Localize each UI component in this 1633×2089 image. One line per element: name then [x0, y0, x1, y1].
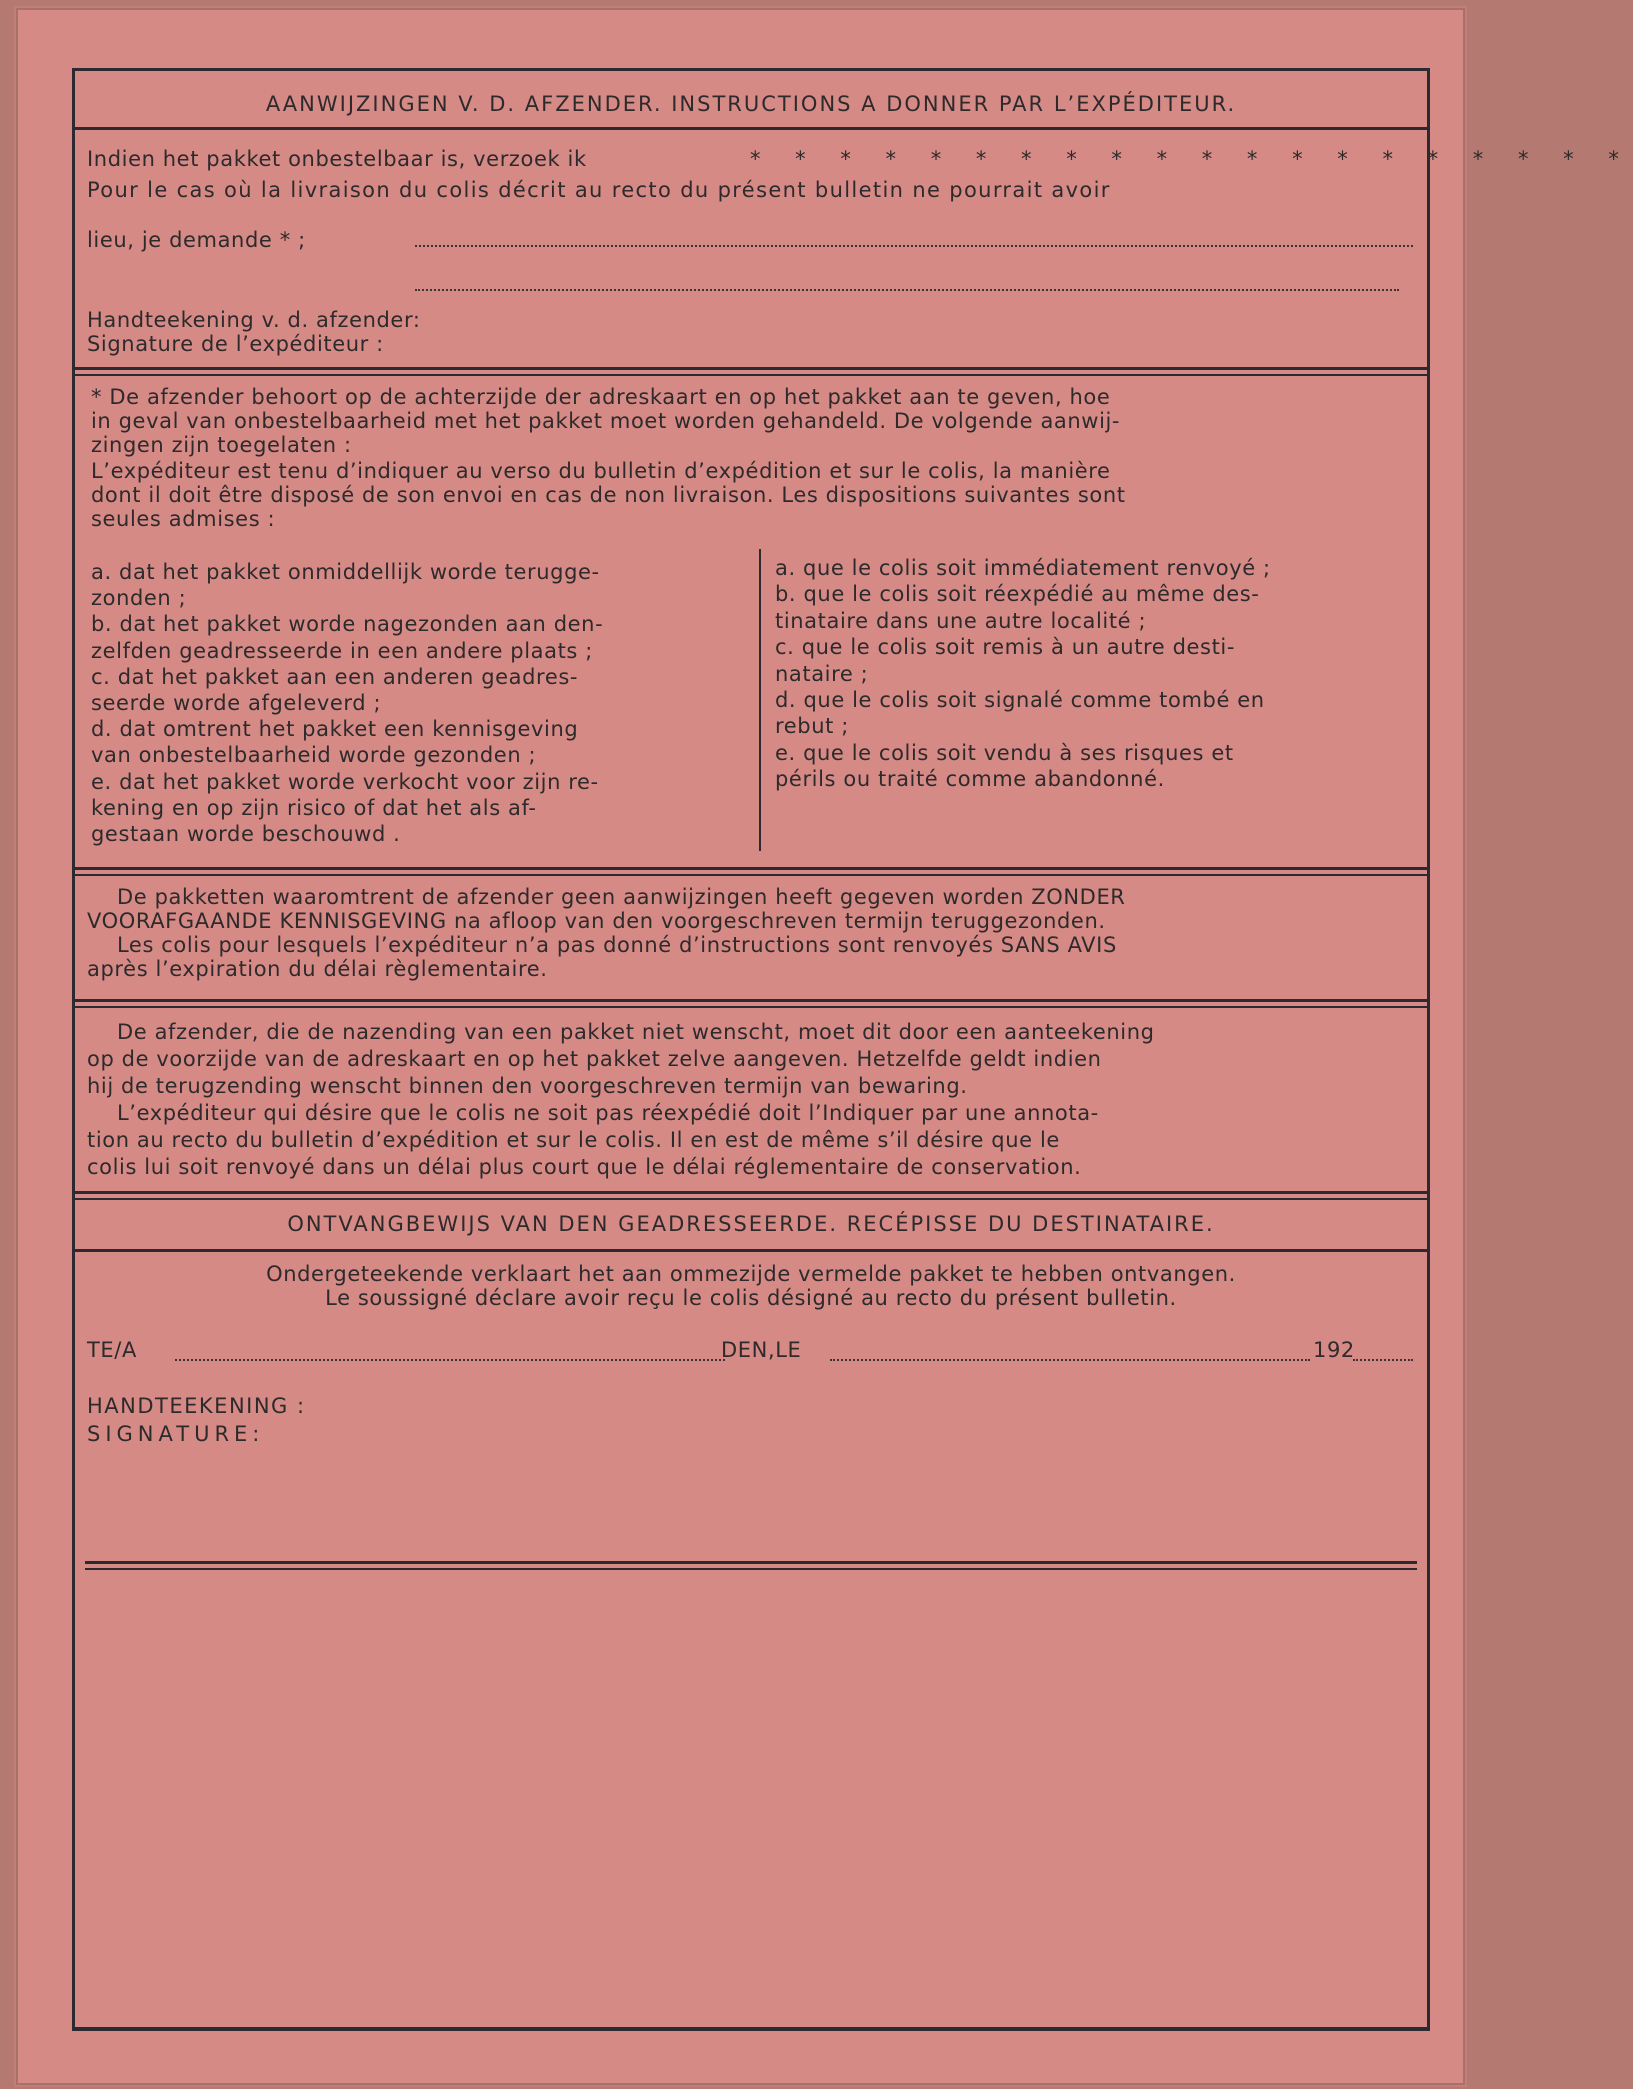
- request-stars: * * * * * * * * * * * * * * * * * * * *: [750, 147, 1633, 171]
- request-line-fr: Pour le cas où la livraison du colis décrit au recto du présent bulletin ne pourrait avoir: [87, 178, 1111, 202]
- year-label: 192: [1313, 1338, 1355, 1362]
- note-fr: L’expéditeur est tenu d’indiquer au verso du bulletin d’expédition et sur le colis, la manière dont il doit être disposé de son envoi en cas de non livraison. Les dispositions suivantes sont seules admises :: [91, 459, 1126, 531]
- recipient-signature-nl: HANDTEEKENING :: [87, 1394, 306, 1418]
- options-nl: a. dat het pakket onmiddellijk worde terugge- zonden ; b. dat het pakket worde nagezonden aan den- zelfden geadresseerde in een andere plaats ; c. dat het pakket aan een anderen geadres- seerde worde afgeleverd ; d. dat omtrent het pakket een kennisgeving van onbestelbaarheid worde gezonden ; e. dat het pakket worde verkocht voor zijn re- kening en op zijn risico of dat het als af- gestaan worde beschouwd .: [91, 560, 604, 847]
- column-divider: [759, 549, 761, 851]
- divider: [85, 1561, 1417, 1564]
- date-field: [830, 1359, 1310, 1361]
- note-nl: * De afzender behoort op de achterzijde der adreskaart en op het pakket aan te geven, hoe in geval van onbestelbaarheid met het pakket moet worden gehandeld. De volgende aanwij- zingen zijn toegelaten :: [91, 385, 1121, 457]
- divider: [75, 127, 1427, 130]
- divider: [75, 1249, 1427, 1252]
- no-instructions-note: De pakketten waaromtrent de afzender geen aanwijzingen heeft gegeven worden ZONDER VOORAFGAANDE KENNISGEVING na afloop van den voorgeschreven termijn teruggezonden. Les colis pour lesquels l’expéditeur n’a pas donné d’instructions sont renvoyés SANS AVIS après l’expiration du délai règlementaire.: [87, 885, 1126, 981]
- forwarding-note: De afzender, die de nazending van een pakket niet wenscht, moet dit door een aanteekening op de voorzijde van de adreskaart en op het pakket zelve aangeven. Hetzelfde geldt indien hij de terugzending wenscht binnen den voorgeschreven termijn van bewaring. L’expéditeur qui désire que le colis ne soit pas réexpédié doit l’Indiquer par une annota- tion au recto du bulletin d’expédition et sur le colis. Il en est de même s’il désire que le colis lui soit renvoyé dans un délai plus court que le délai réglementaire de conservation.: [87, 1020, 1155, 1179]
- divider: [75, 367, 1427, 370]
- divider: [75, 1191, 1427, 1194]
- divider: [75, 999, 1427, 1002]
- request-line-nl: Indien het pakket onbestelbaar is, verzoek ik: [87, 147, 587, 171]
- request-line-fr-2: lieu, je demande * ;: [87, 228, 306, 252]
- recipient-signature-fr: SIGNATURE:: [87, 1422, 265, 1446]
- receipt-line-nl: Ondergeteekende verklaart het aan ommezijde vermelde pakket te hebben ontvangen.: [266, 1262, 1236, 1286]
- place-field: [175, 1359, 725, 1361]
- instruction-field-2: [415, 289, 1399, 291]
- date-label: DEN,LE: [721, 1338, 802, 1362]
- parcel-card: [14, 6, 1633, 2087]
- year-field: [1353, 1359, 1413, 1361]
- header-instructions: AANWIJZINGEN V. D. AFZENDER. INSTRUCTIONS A DONNER PAR L’EXPÉDITEUR.: [265, 92, 1237, 116]
- sender-signature-fr: Signature de l’expéditeur :: [87, 332, 384, 356]
- form-frame: [72, 68, 1633, 2031]
- divider: [75, 867, 1427, 870]
- place-label: TE/A: [87, 1338, 137, 1362]
- header-receipt: ONTVANGBEWIJS VAN DEN GEADRESSEERDE. RECÉPISSE DU DESTINATAIRE.: [287, 1212, 1215, 1236]
- sender-signature-nl: Handteekening v. d. afzender:: [87, 308, 421, 332]
- options-fr: a. que le colis soit immédiatement renvoyé ; b. que le colis soit réexpédié au même des- tinataire dans une autre localité ; c. que le colis soit remis à un autre desti- nataire ; d. que le colis soit signalé comme tombé en rebut ; e. que le colis soit vendu à ses risques et périls ou traité comme abandonné.: [775, 556, 1271, 792]
- instruction-field: [415, 245, 1413, 247]
- receipt-line-fr: Le soussigné déclare avoir reçu le colis désigné au recto du présent bulletin.: [325, 1286, 1177, 1310]
